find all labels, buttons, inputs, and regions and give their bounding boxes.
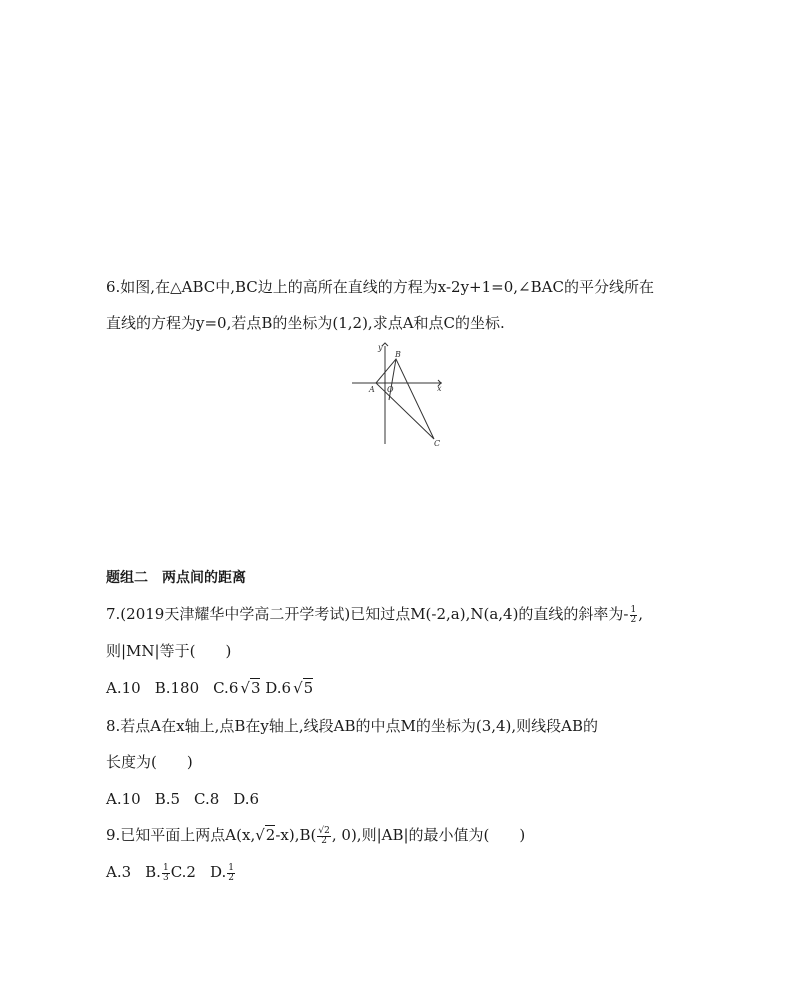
q9-b-denominator: 2 (321, 835, 327, 846)
q9-option-d-numerator: 1 (228, 862, 234, 873)
q9-option-d (210, 863, 236, 881)
y-axis-label: y (378, 343, 383, 352)
q6-line-1: 6.如图,在△ABC中,BC边上的高所在直线的方程为x-2y+1=0,∠BAC的平分线所在 (106, 278, 654, 296)
q7-option-c-radicand: 3 (250, 679, 261, 697)
q8-options (106, 789, 259, 809)
q8-option-d: D.6 (233, 790, 260, 808)
q7-line-1 (106, 604, 643, 625)
q7-options (106, 678, 313, 698)
q7-stem: 7.(2019天津耀华中学高二开学考试)已知过点M(-2,a),N(a,4)的直线的斜率为- (106, 605, 629, 623)
point-a-label: A (369, 385, 375, 394)
q9-b-y: , 0 (331, 826, 351, 844)
sqrt-symbol: √ (240, 679, 250, 697)
q7-option-a: A.10 (106, 679, 141, 697)
section-title: 题组二 两点间的距离 (106, 570, 246, 586)
q7-option-d-radicand: 5 (303, 679, 314, 697)
q9-option-c: C.2 (170, 863, 196, 881)
q7-slope-numerator: 1 (630, 604, 637, 615)
q9-option-d-denominator: 2 (228, 872, 234, 883)
q7-option-b: B.180 (154, 679, 200, 697)
point-c-label: C (434, 439, 441, 448)
q7-option-c (213, 679, 260, 697)
q9-stem-mid: -x),B( (275, 826, 317, 844)
triangle-figure (350, 342, 450, 450)
q9-option-d-fraction (227, 864, 235, 883)
q9-options (106, 862, 236, 883)
q9-option-b-numerator: 1 (162, 862, 169, 873)
q8-line-1: 8.若点A在x轴上,点B在y轴上,线段AB的中点M的坐标为(3,4),则线段AB的 (106, 717, 599, 735)
q8-line-2: 长度为( ) (106, 753, 193, 771)
q9-stem-end: ),则|AB|的最小值为( ) (350, 826, 526, 844)
q8-option-c: C.8 (194, 790, 220, 808)
q9-option-b-letter: B. (145, 863, 161, 881)
q9-option-a: A.3 (106, 863, 132, 881)
q7-slope-denominator: 2 (630, 614, 637, 625)
q9-b-numerator: √2 (318, 825, 330, 836)
q9-b-fraction (317, 827, 330, 846)
q9-option-d-letter: D. (209, 863, 227, 881)
origin-label: O (387, 385, 394, 394)
q7-line-2: 则|MN|等于( ) (106, 642, 232, 660)
q9-option-b (145, 863, 171, 881)
q7-option-d (265, 679, 313, 697)
q8-option-b: B.5 (154, 790, 181, 808)
q6-line-2: 直线的方程为y=0,若点B的坐标为(1,2),求点A和点C的坐标. (106, 314, 505, 332)
q7-option-c-coef: C.6 (213, 679, 239, 697)
point-b-label: B (395, 350, 401, 359)
q7-stem-end: , (638, 605, 644, 623)
sqrt-symbol: √ (255, 826, 265, 844)
q7-slope-fraction (630, 606, 638, 625)
q9-option-b-fraction (162, 864, 170, 883)
sqrt-symbol: √ (293, 679, 303, 697)
q8-option-a: A.10 (106, 790, 141, 808)
q9-option-b-denominator: 3 (162, 872, 169, 883)
q9-b-numerator-value: 2 (324, 825, 330, 836)
q9-stem-start: 9.已知平面上两点A(x, (106, 826, 256, 844)
q9-radicand: 2 (265, 826, 276, 844)
x-axis-label: x (437, 384, 442, 393)
q7-option-d-coef: D.6 (265, 679, 292, 697)
q9-line-1 (106, 825, 525, 846)
